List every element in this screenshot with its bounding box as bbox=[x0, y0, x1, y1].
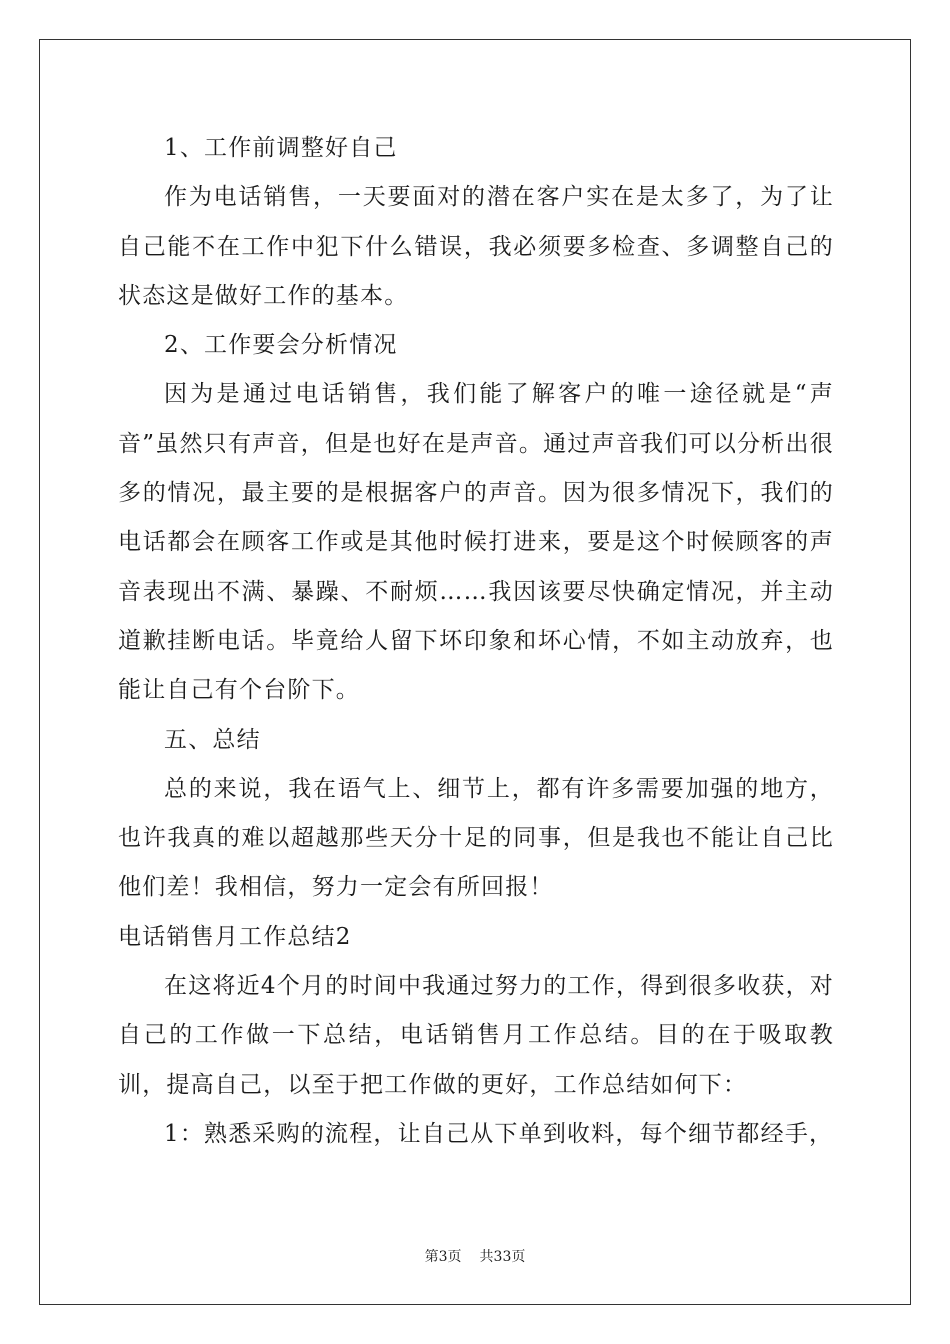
paragraph-heading-2: 2、工作要会分析情况 bbox=[164, 332, 398, 359]
paragraph: 1：熟悉采购的流程，让自己从下单到收料，每个细节都经手， bbox=[164, 1120, 834, 1147]
paragraph: 总的来说，我在语气上、细节上，都有许多需要加强的地方，也许我真的难以超越那些天分十足的同事，但是我也不能让自己比他们差！我相信，努力一定会有所回报！ bbox=[118, 775, 834, 901]
section-title: 电话销售月工作总结2 bbox=[118, 923, 352, 950]
document-body bbox=[118, 124, 834, 1159]
paragraph-heading-1: 1、工作前调整好自己 bbox=[164, 135, 398, 161]
paragraph: 在这将近4个月的时间中我通过努力的工作，得到很多收获，对自己的工作做一下总结，电话销售月工作总结。目的在于吸取教训，提高自己，以至于把工作做的更好，工作总结如何下： bbox=[118, 973, 834, 1098]
paragraph: 作为电话销售，一天要面对的潜在客户实在是太多了，为了让自己能不在工作中犯下什么错误，我必须要多检查、多调整自己的状态这是做好工作的基本。 bbox=[118, 184, 834, 309]
page-total: 共33页 bbox=[479, 1249, 526, 1265]
page-number: 第3页 bbox=[424, 1249, 462, 1265]
page-footer bbox=[0, 1246, 950, 1266]
paragraph: 因为是通过电话销售，我们能了解客户的唯一途径就是“声音”虽然只有声音，但是也好在是声音。通过声音我们可以分析出很多的情况，最主要的是根据客户的声音。因为很多情况下，我们的电话都会在顾客工作或是其他时候打进来，要是这个时候顾客的声音表现出不满、暴躁、不耐烦……我因该要尽快确定情况，并主动道歉挂断电话。毕竟给人留下坏印象和坏心情，不如主动放弃，也能让自己有个台阶下。 bbox=[118, 381, 834, 704]
paragraph-heading-summary: 五、总结 bbox=[164, 726, 261, 753]
